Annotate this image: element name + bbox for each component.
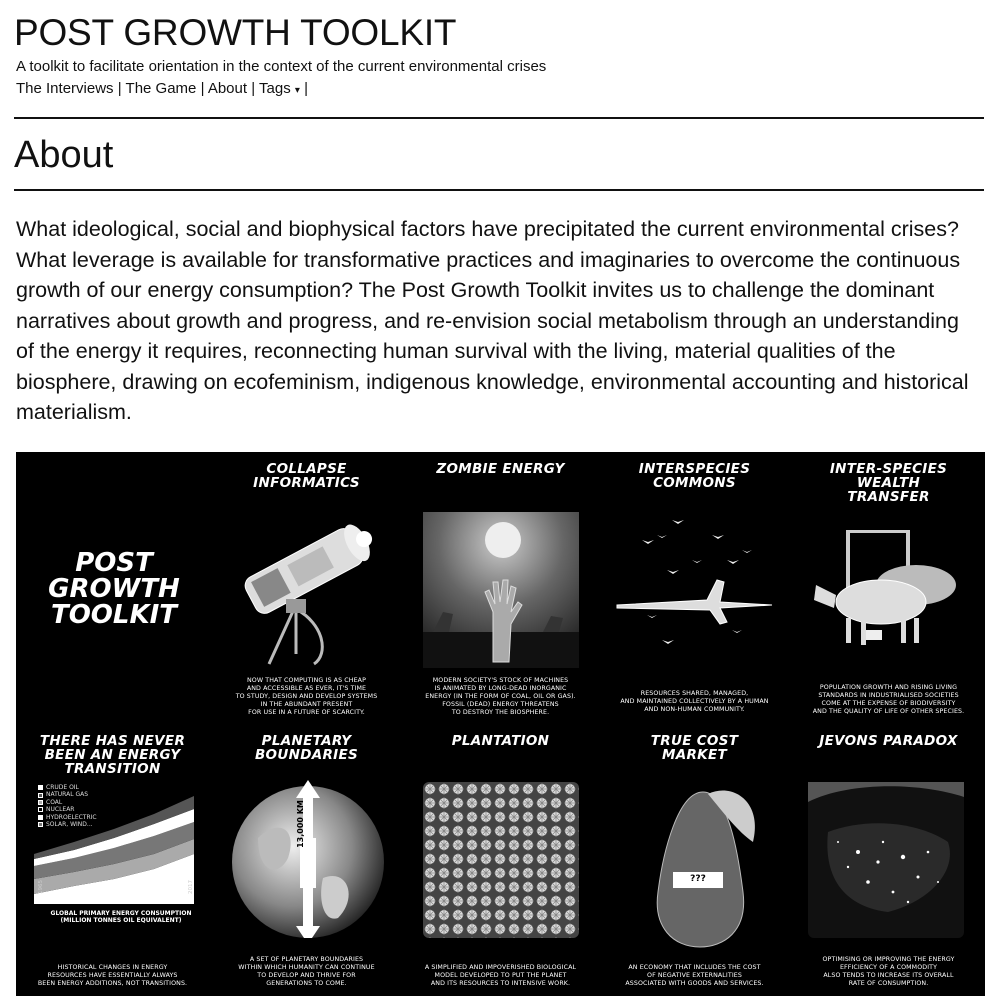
nav-separator: | bbox=[304, 80, 308, 97]
site-tagline: A toolkit to facilitate orientation in the context of the current environmental crises bbox=[16, 58, 547, 75]
card-caption: NOW THAT COMPUTING IS AS CHEAP AND ACCESSIBLE AS EVER, IT'S TIME TO STUDY, DESIGN AND DEVELOP SYSTEMS IN THE ABUNDANT PRESENT FOR USE IN A FUTURE OF SCARCITY. bbox=[235, 677, 378, 716]
airplane-birds-illustration bbox=[612, 510, 778, 666]
card-caption: RESOURCES SHARED, MANAGED, AND MAINTAINED COLLECTIVELY BY A HUMAN AND NON-HUMAN COMMUNITY. bbox=[620, 690, 769, 713]
card-caption: A SIMPLIFIED AND IMPOVERISHED BIOLOGICAL MODEL DEVELOPED TO PUT THE PLANET AND ITS RESOURCES TO INTENSIVE WORK. bbox=[424, 964, 577, 987]
card-caption: HISTORICAL CHANGES IN ENERGY RESOURCES HAVE ESSENTIALLY ALWAYS BEEN ENERGY ADDITIONS, NOT TRANSITIONS. bbox=[37, 964, 188, 987]
card-collapse-informatics bbox=[210, 452, 403, 724]
avocado-illustration bbox=[638, 782, 768, 952]
nav-tags-dropdown[interactable] bbox=[259, 80, 300, 97]
nav-about-link[interactable]: About bbox=[207, 80, 248, 97]
divider bbox=[14, 117, 984, 119]
card-jevons-paradox bbox=[792, 724, 985, 996]
card-title: TRUE COST MARKET bbox=[650, 733, 739, 763]
legend-label: NATURAL GAS bbox=[46, 791, 89, 799]
poster-big-title: POST GROWTH TOOLKIT bbox=[48, 548, 180, 630]
card-energy-transition bbox=[16, 724, 209, 996]
card-title: JEVONS PARADOX bbox=[819, 733, 958, 749]
card-caption: OPTIMISING OR IMPROVING THE ENERGY EFFICIENCY OF A COMMODITY ALSO TENDS TO INCREASE ITS OVERALL RATE OF CONSUMPTION. bbox=[822, 956, 955, 987]
plantation-aerial-illustration bbox=[423, 782, 579, 938]
card-caption: MODERN SOCIETY'S STOCK OF MACHINES IS ANIMATED BY LONG-DEAD INORGANIC ENERGY (IN THE FORM OF COAL, OIL OR GAS). FOSSIL (DEAD) ENERGY THREATENS TO DESTROY THE BIOSPHERE. bbox=[425, 677, 576, 716]
card-title: INTERSPECIES COMMONS bbox=[638, 461, 751, 491]
chart-legend bbox=[38, 784, 97, 828]
telescope-illustration bbox=[224, 504, 394, 672]
chevron-down-icon: ▾ bbox=[294, 85, 300, 96]
card-title: ZOMBIE ENERGY bbox=[436, 461, 565, 477]
poster-title-card bbox=[16, 452, 209, 724]
legend-label: SOLAR, WIND... bbox=[46, 821, 93, 829]
price-tag-label: ??? bbox=[690, 874, 706, 884]
zombie-hand-illustration bbox=[423, 512, 579, 668]
card-caption: AN ECONOMY THAT INCLUDES THE COST OF NEGATIVE EXTERNALITIES ASSOCIATED WITH GOODS AND SERVICES. bbox=[625, 964, 764, 987]
nav-tags-label: Tags bbox=[259, 80, 291, 97]
chart-year-end: 2017 bbox=[188, 880, 194, 894]
toolkit-poster-image bbox=[16, 452, 985, 996]
nav-interviews-link[interactable]: The Interviews bbox=[16, 80, 114, 97]
legend-swatch bbox=[38, 785, 43, 790]
nav-separator: | bbox=[251, 80, 256, 97]
main-nav bbox=[16, 80, 308, 97]
earth-illustration bbox=[228, 778, 388, 938]
card-title: INTER-SPECIES WEALTH TRANSFER bbox=[829, 461, 948, 505]
earth-diameter-label: 13,000 KM bbox=[296, 800, 305, 848]
cows-illustration bbox=[806, 530, 972, 670]
intro-paragraph: What ideological, social and biophysical factors have precipitated the current environmental crises? What leverage is available for transformative practices and imaginaries to overcome the continuous growth of our energy consumption? The Post Growth Toolkit invites us to challenge the dominant narratives about growth and progress, and re-envision social metabolism through an understanding of the energy it requires, reconnecting human survival with the living, material qualities of the biosphere, drawing on ecofeminism, indigenous knowledge, environmental accounting and historical materialism. bbox=[16, 217, 969, 424]
legend-swatch bbox=[38, 793, 43, 798]
legend-label: COAL bbox=[46, 798, 63, 806]
legend-swatch bbox=[38, 807, 43, 812]
night-lights-map-illustration bbox=[808, 782, 964, 938]
legend-swatch bbox=[38, 800, 43, 805]
nav-game-link[interactable]: The Game bbox=[125, 80, 197, 97]
nav-separator: | bbox=[200, 80, 205, 97]
legend-label: NUCLEAR bbox=[46, 806, 75, 814]
chart-year-start: 1965 bbox=[38, 880, 44, 894]
card-plantation bbox=[404, 724, 597, 996]
card-title: PLANTATION bbox=[451, 733, 550, 749]
card-planetary-boundaries bbox=[210, 724, 403, 996]
card-true-cost-market bbox=[598, 724, 791, 996]
nav-separator: | bbox=[117, 80, 122, 97]
legend-swatch bbox=[38, 822, 43, 827]
card-caption: A SET OF PLANETARY BOUNDARIES WITHIN WHICH HUMANITY CAN CONTINUE TO DEVELOP AND THRIVE FOR GENERATIONS TO COME. bbox=[238, 956, 375, 987]
chart-caption-label: GLOBAL PRIMARY ENERGY CONSUMPTION (MILLION TONNES OIL EQUIVALENT) bbox=[50, 910, 192, 924]
site-title[interactable]: POST GROWTH TOOLKIT bbox=[14, 12, 457, 53]
legend-label: HYDROELECTRIC bbox=[46, 813, 97, 821]
legend-swatch bbox=[38, 815, 43, 820]
page-title: About bbox=[14, 134, 114, 176]
divider bbox=[14, 189, 984, 191]
card-interspecies-commons bbox=[598, 452, 791, 724]
card-title: PLANETARY BOUNDARIES bbox=[254, 733, 359, 763]
card-title: COLLAPSE INFORMATICS bbox=[253, 461, 360, 491]
card-zombie-energy bbox=[404, 452, 597, 724]
legend-label: CRUDE OIL bbox=[46, 784, 79, 791]
card-title: THERE HAS NEVER BEEN AN ENERGY TRANSITION bbox=[39, 733, 186, 777]
card-inter-species-wealth-transfer bbox=[792, 452, 985, 724]
card-caption: POPULATION GROWTH AND RISING LIVING STANDARDS IN INDUSTRIALISED SOCIETIES COME AT THE EXPENSE OF BIODIVERSITY AND THE QUALITY OF LIFE OF OTHER SPECIES. bbox=[812, 684, 965, 715]
